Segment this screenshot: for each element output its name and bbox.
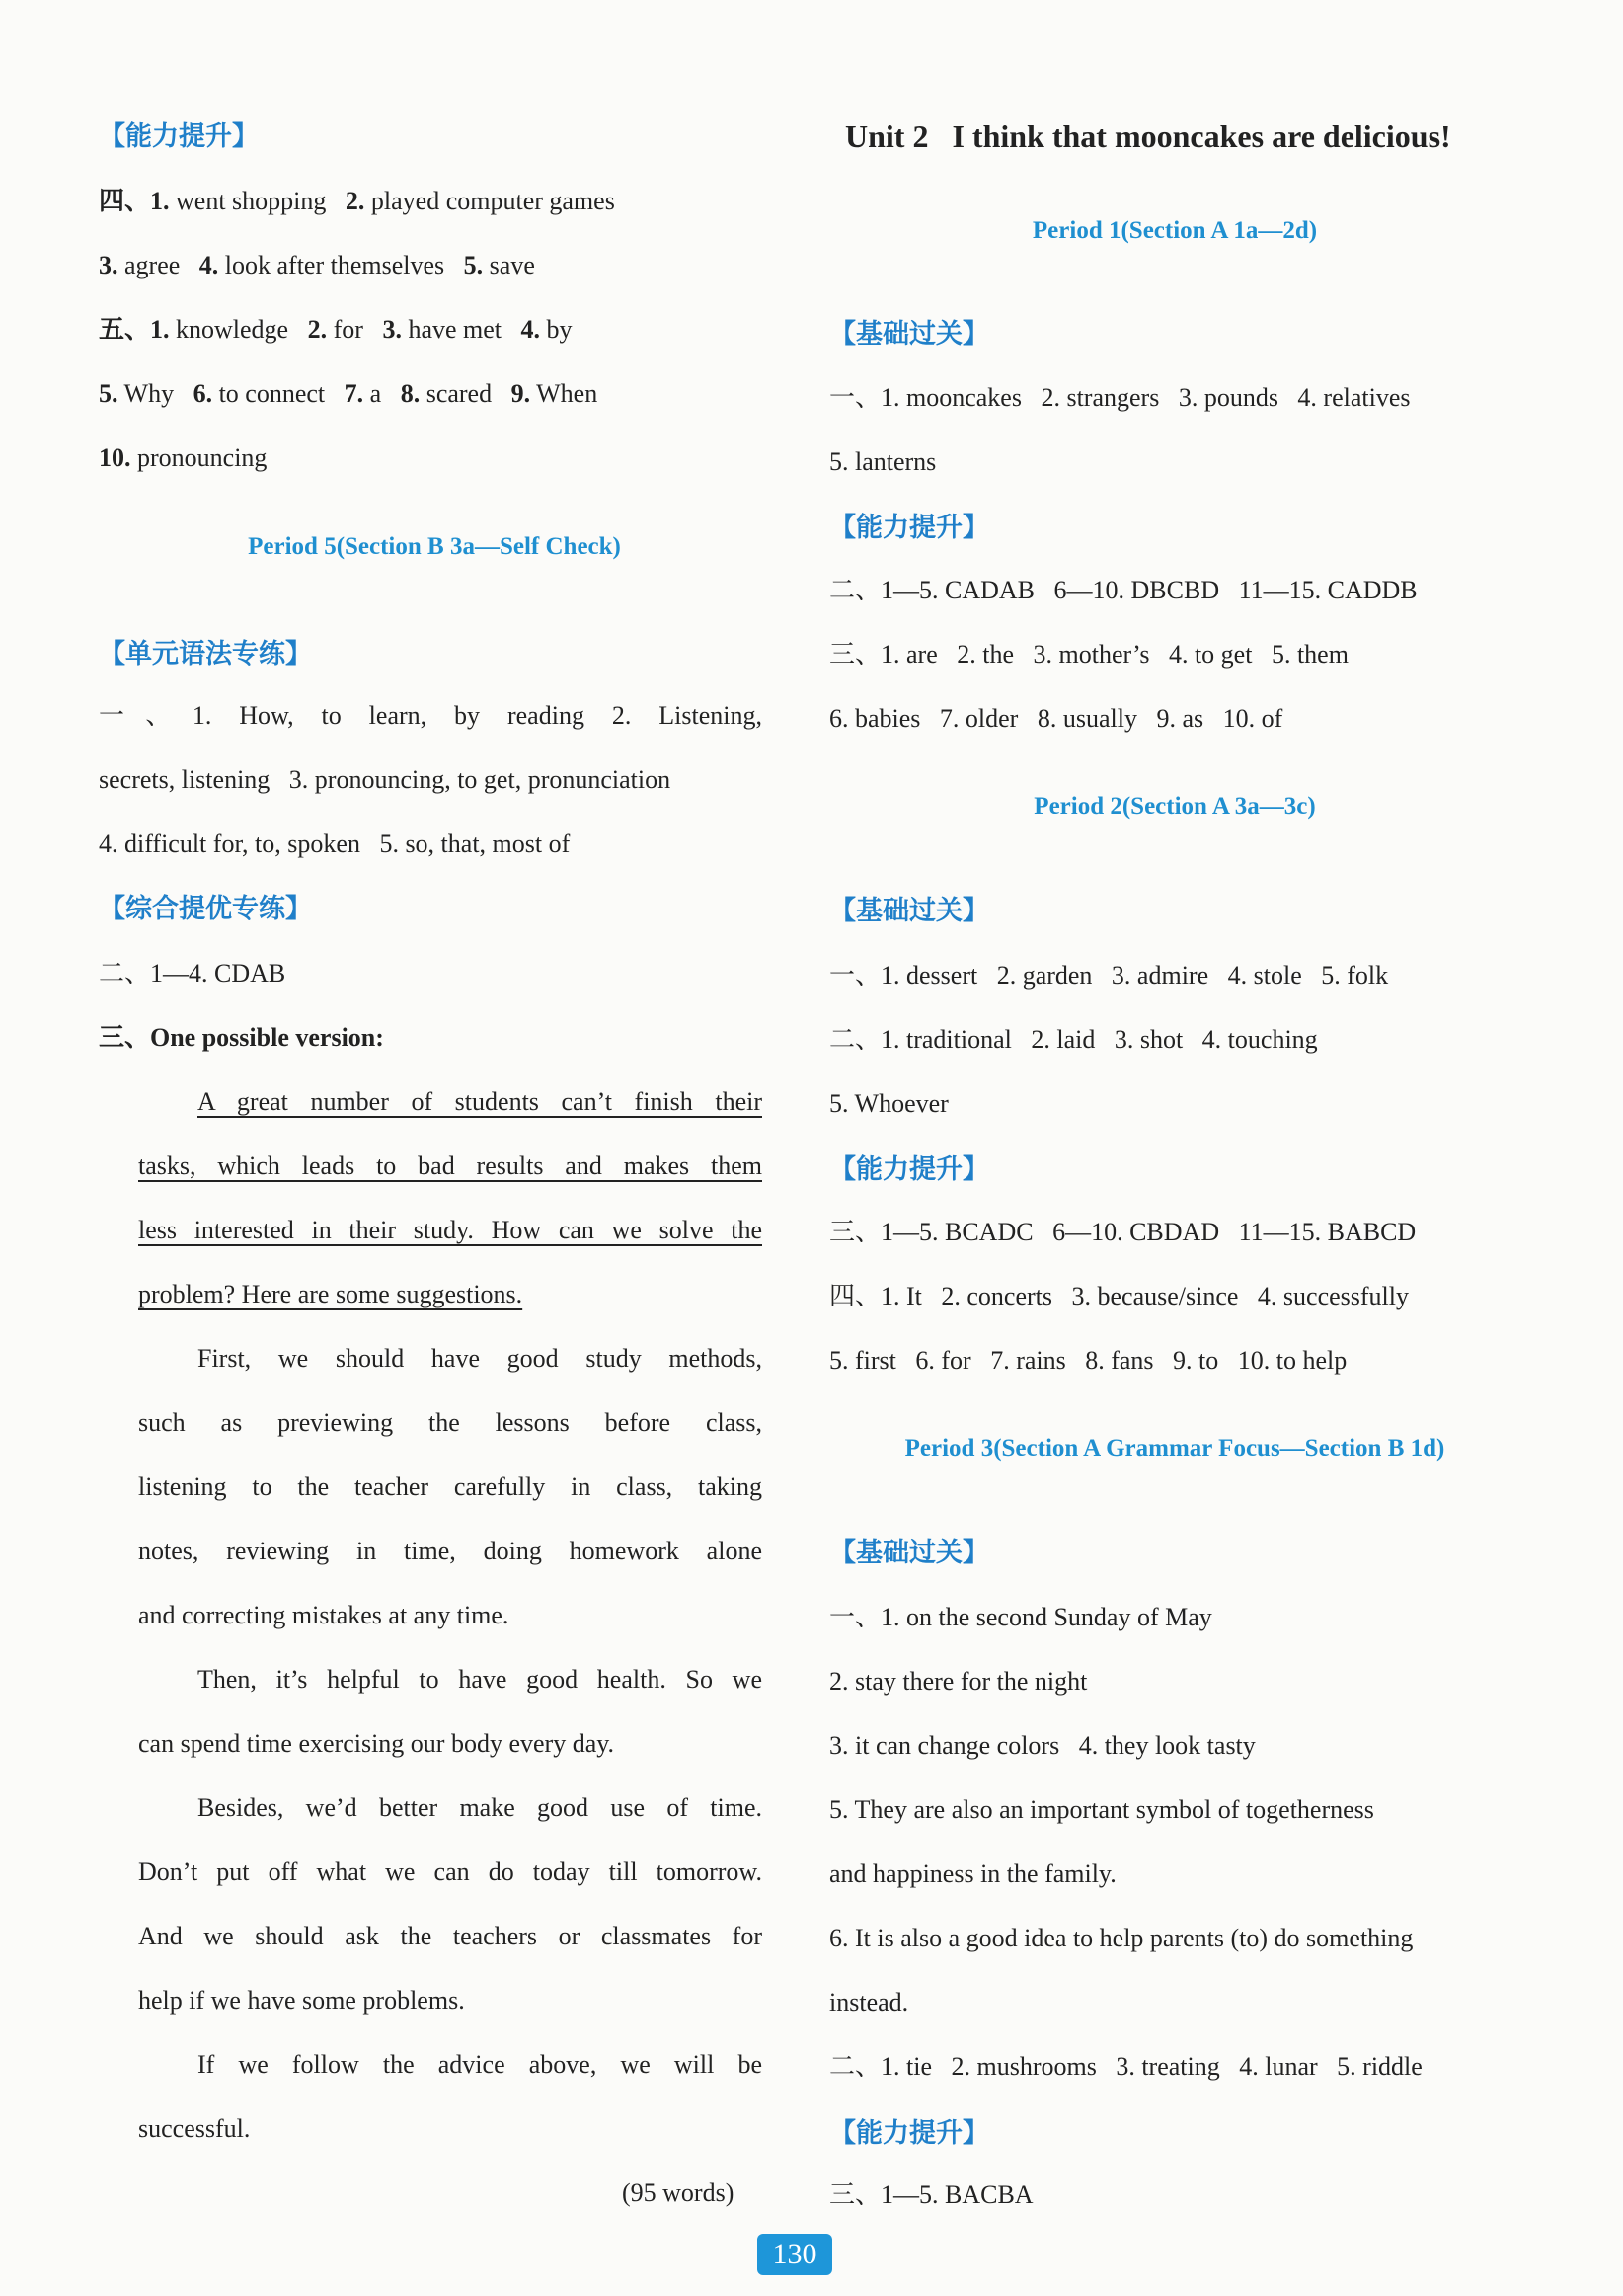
answer-line: 四、1. went shopping 2. played computer games [99,187,615,215]
essay-line: Don’t put off what we can do today till tomorrow. [138,1858,762,1886]
answer-line: 一、1. on the second Sunday of May [829,1603,1212,1631]
answer-line: 三、1—5. BACBA [829,2180,1034,2209]
essay-line: First, we should have good study methods, [197,1344,762,1373]
essay-line: tasks, which leads to bad results and makes them [138,1151,762,1180]
answer-line: 五、1. knowledge 2. for 3. have met 4. by [99,315,573,344]
essay-line: such as previewing the lessons before class, [138,1408,762,1437]
section-tag-ability: 【能力提升】 [829,2118,989,2149]
answer-line: 二、1. tie 2. mushrooms 3. treating 4. lunar 5. riddle [829,2052,1423,2081]
essay-line: If we follow the advice above, we will be [197,2050,762,2079]
section-tag-ability: 【能力提升】 [829,513,989,543]
essay-line: listening to the teacher carefully in class, taking [138,1472,762,1501]
answer-line: 10. pronouncing [99,443,268,472]
essay-line: Besides, we’d better make good use of time. [197,1793,762,1822]
section-tag-basic: 【基础过关】 [829,1538,989,1568]
answer-line: 四、1. It 2. concerts 3. because/since 4. successfully [829,1282,1410,1310]
answer-line: 二、1—4. CDAB [99,959,286,988]
period-heading: Period 2(Section A 3a—3c) [1034,793,1316,820]
section-tag-basic: 【基础过关】 [829,319,989,350]
answer-line: 三、1—5. BCADC 6—10. CBDAD 11—15. BABCD [829,1218,1417,1246]
period-heading: Period 3(Section A Grammar Focus—Section B 1d) [904,1435,1445,1462]
unit-title: Unit 2 I think that mooncakes are delicious! [845,119,1451,154]
section-tag-ability: 【能力提升】 [829,1154,989,1185]
answer-line: 5. first 6. for 7. rains 8. fans 9. to 10. to help [829,1346,1348,1375]
answer-line: 5. They are also an important symbol of togetherness [829,1795,1374,1824]
essay-label: 三、One possible version: [99,1023,384,1052]
essay-line: can spend time exercising our body every day. [138,1729,615,1758]
answer-line: 4. difficult for, to, spoken 5. so, that, most of [99,830,571,858]
essay-line: problem? Here are some suggestions. [138,1280,523,1308]
essay-line: and correcting mistakes at any time. [138,1601,509,1629]
answer-line: 6. babies 7. older 8. usually 9. as 10. of [829,704,1283,733]
section-tag-comprehensive: 【综合提优专练】 [99,894,312,924]
essay-line: Then, it’s helpful to have good health. So we [197,1665,762,1694]
answer-line: 3. it can change colors 4. they look tasty [829,1731,1256,1760]
essay-line: successful. [138,2114,251,2143]
period-heading: Period 5(Section B 3a—Self Check) [248,533,621,560]
section-tag-basic: 【基础过关】 [829,896,989,926]
answer-line: 2. stay there for the night [829,1667,1088,1696]
essay-line: notes, reviewing in time, doing homework alone [138,1537,762,1565]
answer-line: 6. It is also a good idea to help parents (to) do something [829,1924,1414,1952]
answer-line: instead. [829,1988,909,2017]
period-heading: Period 1(Section A 1a—2d) [1032,217,1318,244]
essay-line: less interested in their study. How can we solve the [138,1216,762,1244]
essay-line: And we should ask the teachers or classmates for [138,1922,762,1950]
answer-line: secrets, listening 3. pronouncing, to get, pronunciation [99,765,671,794]
answer-line: 三、1. are 2. the 3. mother’s 4. to get 5. them [829,640,1349,669]
answer-line: 一、1. dessert 2. garden 3. admire 4. stole 5. folk [829,961,1389,990]
answer-line: 5. Whoever [829,1089,949,1118]
answer-line: 二、1. traditional 2. laid 3. shot 4. touching [829,1025,1318,1054]
section-tag-grammar: 【单元语法专练】 [99,639,312,670]
answer-line: 二、1—5. CADAB 6—10. DBCBD 11—15. CADDB [829,576,1418,604]
answer-line: 一、1. How, to learn, by reading 2. Listening, [99,701,762,730]
answer-line: and happiness in the family. [829,1860,1117,1888]
essay-line: help if we have some problems. [138,1986,465,2015]
essay-line: A great number of students can’t finish their [197,1087,762,1116]
answer-line: 5. lanterns [829,447,937,476]
page-number: 130 [757,2234,832,2275]
answer-line: 一、1. mooncakes 2. strangers 3. pounds 4. relatives [829,383,1411,412]
word-count: (95 words) [622,2178,734,2207]
answer-line: 3. agree 4. look after themselves 5. save [99,251,535,279]
answer-line: 5. Why 6. to connect 7. a 8. scared 9. When [99,379,598,408]
section-tag-ability: 【能力提升】 [99,121,259,152]
